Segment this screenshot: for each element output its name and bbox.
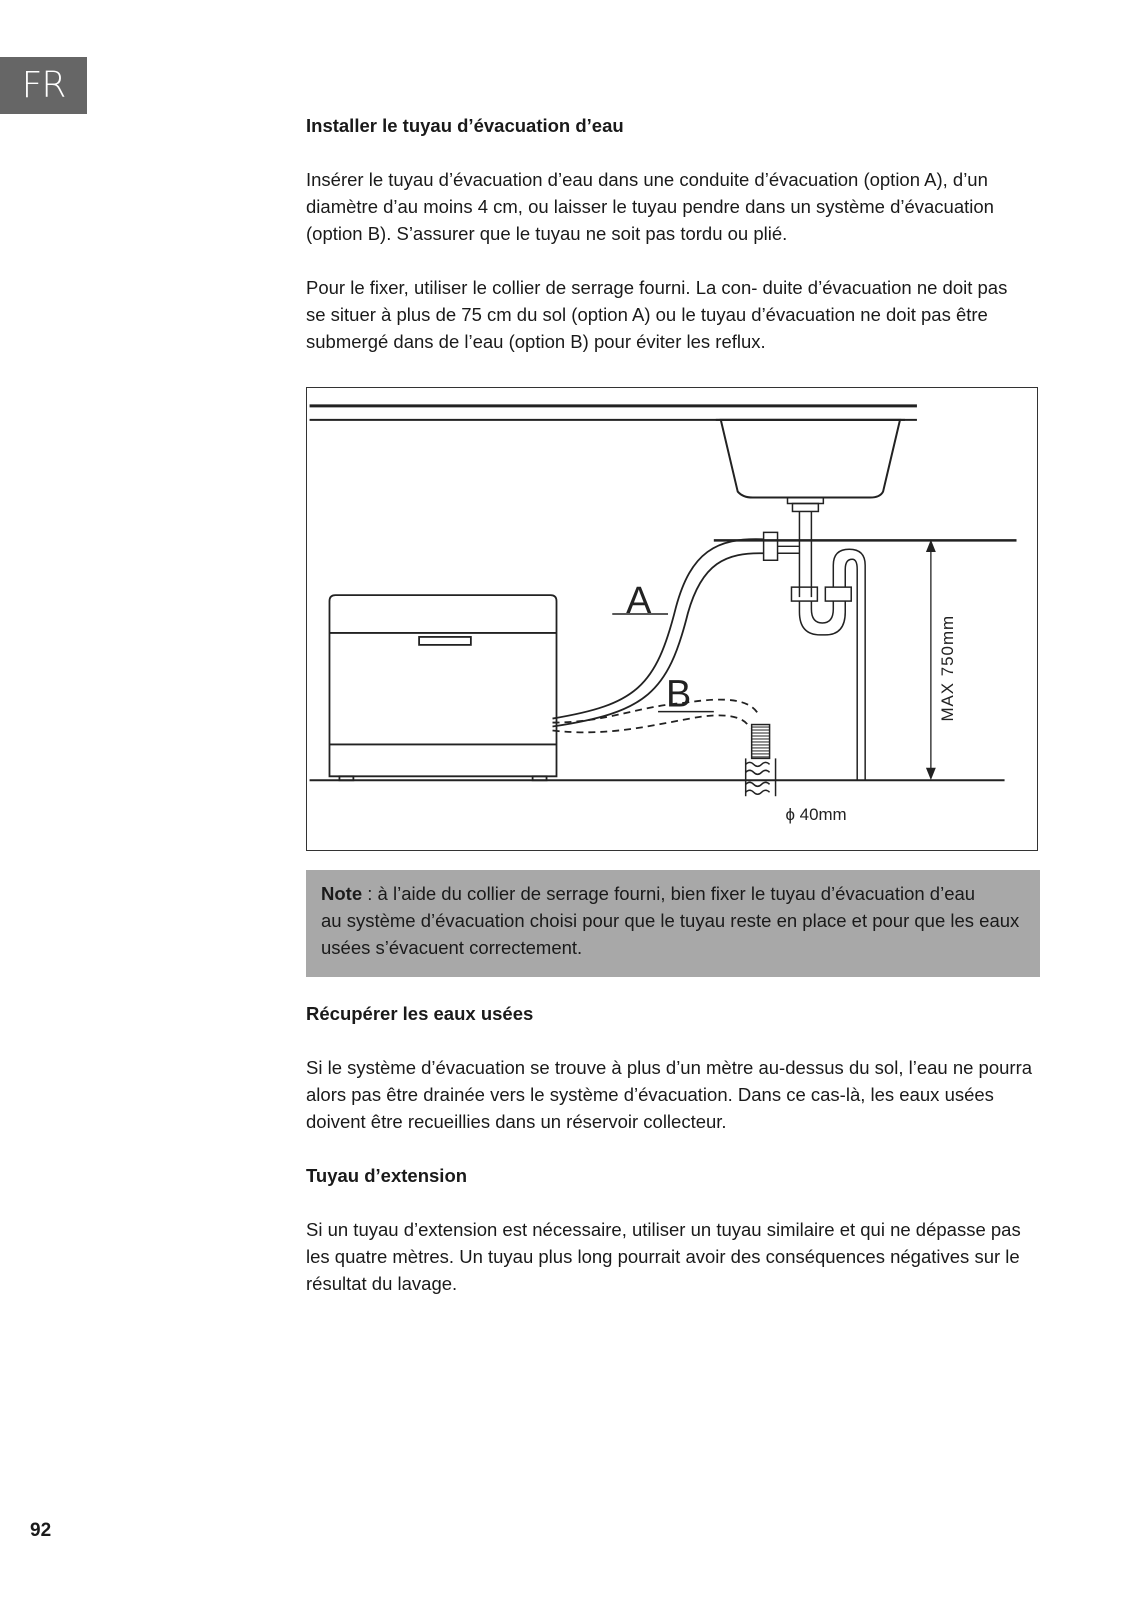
paragraph-line: résultat du lavage. bbox=[306, 1273, 458, 1294]
drain-hose-diagram bbox=[306, 387, 1038, 851]
section-title-install: Installer le tuyau d’évacuation d’eau bbox=[306, 115, 624, 136]
paragraph-line: Pour le fixer, utiliser le collier de serrage fourni. La con- duite d’évacuation ne doit pas bbox=[306, 277, 1008, 298]
note-line: : à l’aide du collier de serrage fourni, bien fixer le tuyau d’évacuation d’eau bbox=[362, 883, 976, 904]
paragraph-extension bbox=[306, 1216, 1036, 1297]
hose-option-a bbox=[553, 539, 764, 726]
max-height-label: MAX 750mm bbox=[937, 614, 957, 722]
paragraph-fix-hose bbox=[306, 274, 1036, 355]
countertop bbox=[310, 406, 917, 420]
page-number: 92 bbox=[30, 1520, 52, 1541]
paragraph-line: doivent être recueillies dans un réservoir collecteur. bbox=[306, 1111, 727, 1132]
p-trap-pipe bbox=[791, 511, 865, 780]
section-title-wastewater: Récupérer les eaux usées bbox=[306, 1003, 534, 1024]
language-tab: FR bbox=[0, 57, 87, 114]
hose-option-b bbox=[553, 700, 760, 733]
label-option-b: B bbox=[666, 673, 692, 716]
paragraph-line: se situer à plus de 75 cm du sol (option A) ou le tuyau d’évacuation ne doit pas être bbox=[306, 304, 988, 325]
paragraph-line: Si le système d’évacuation se trouve à plus d’un mètre au-dessus du sol, l’eau ne pourra bbox=[306, 1057, 1033, 1078]
note-box bbox=[306, 870, 1040, 977]
paragraph-line: Insérer le tuyau d’évacuation d’eau dans une conduite d’évacuation (option A), d’un bbox=[306, 169, 988, 190]
floor-drain-icon bbox=[746, 725, 776, 797]
paragraph-line: diamètre d’au moins 4 cm, ou laisser le tuyau pendre dans un système d’évacuation bbox=[306, 196, 994, 217]
paragraph-line: les quatre mètres. Un tuyau plus long pourrait avoir des conséquences négatives sur le bbox=[306, 1246, 1020, 1267]
paragraph-wastewater bbox=[306, 1054, 1036, 1135]
hose-connector bbox=[764, 532, 800, 560]
lower-sections bbox=[306, 1000, 1036, 1297]
label-option-a: A bbox=[626, 580, 652, 623]
note-label: Note bbox=[321, 883, 363, 904]
paragraph-line: (option B). S’assurer que le tuyau ne soit pas tordu ou plié. bbox=[306, 223, 788, 244]
note-line: usées s’évacuent correctement. bbox=[321, 937, 583, 958]
paragraph-line: alors pas être drainée vers le système d’évacuation. Dans ce cas-là, les eaux usées bbox=[306, 1084, 994, 1105]
paragraph-line: Si un tuyau d’extension est nécessaire, utiliser un tuyau similaire et qui ne dépasse pas bbox=[306, 1219, 1021, 1240]
paragraph-insert-hose bbox=[306, 166, 1036, 247]
sink-icon bbox=[716, 420, 905, 512]
max-height-dimension bbox=[927, 541, 935, 778]
section-install-drain-hose bbox=[306, 112, 1036, 355]
section-title-extension: Tuyau d’extension bbox=[306, 1165, 468, 1186]
note-line: au système d’évacuation choisi pour que le tuyau reste en place et pour que les eaux bbox=[321, 910, 1020, 931]
paragraph-line: submergé dans de l’eau (option B) pour éviter les reflux. bbox=[306, 331, 766, 352]
diameter-label: ϕ 40mm bbox=[785, 805, 847, 825]
dishwasher-icon bbox=[329, 595, 556, 780]
